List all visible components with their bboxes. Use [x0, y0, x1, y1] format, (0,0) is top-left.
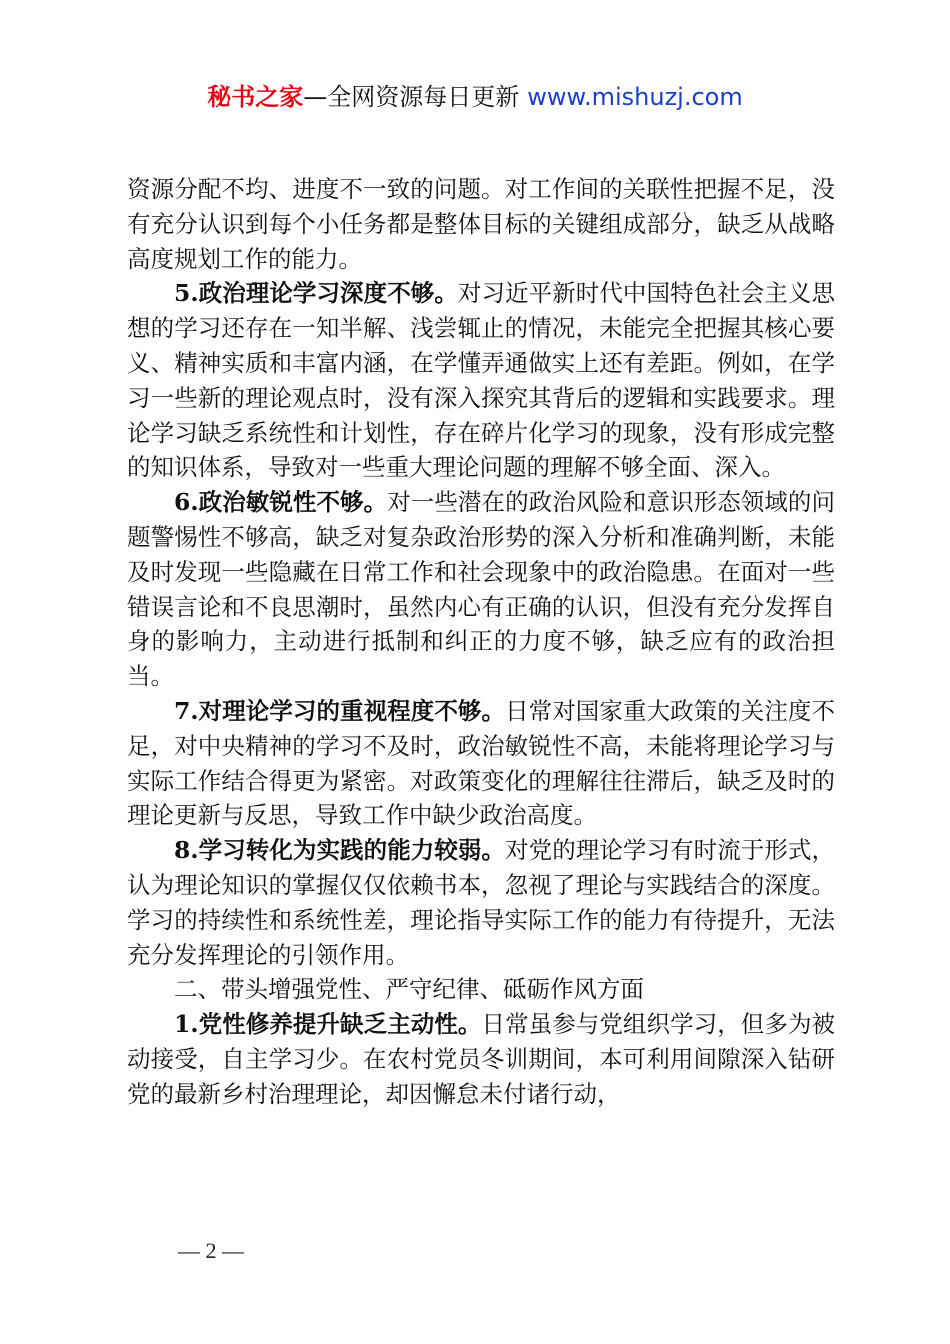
paragraph-item-6: [127, 485, 835, 694]
site-url-link[interactable]: www.mishuzj.com: [527, 83, 743, 111]
item-heading: 政治敏锐性不够。: [198, 488, 388, 517]
item-number: 8.: [174, 836, 199, 865]
item-heading: 学习转化为实践的能力较弱。: [198, 836, 506, 865]
section-heading: [127, 972, 835, 1007]
item-number: 6.: [174, 488, 199, 517]
item-heading: 政治理论学习深度不够。: [198, 279, 458, 308]
paragraph-item-1: [127, 1007, 835, 1111]
paragraph-item-5: [127, 276, 835, 485]
paragraph-text: 对党的理论学习有时流于形式，认为理论知识的掌握仅仅依赖书本，忽视了理论与实践结合的深度。学习的持续性和系统性差，理论指导实际工作的能力有待提升，无法充分发挥理论的引领作用。: [127, 836, 836, 969]
paragraph-text: 对习近平新时代中国特色社会主义思想的学习还存在一知半解、浅尝辄止的情况，未能完全把握其核心要义、精神实质和丰富内涵，在学懂弄通做实上还有差距。例如，在学习一些新的理论观点时，没有深入探究其背后的逻辑和实践要求。理论学习缺乏系统性和计划性，存在碎片化学习的现象，没有形成完整的知识体系，导致对一些重大理论问题的理解不够全面、深入。: [127, 279, 836, 482]
brand-name: 秘书之家: [207, 83, 304, 111]
item-heading: 对理论学习的重视程度不够。: [198, 696, 506, 725]
paragraph-text: 资源分配不均、进度不一致的问题。对工作间的关联性把握不足，没有充分认识到每个小任务都是整体目标的关键组成部分，缺乏从战略高度规划工作的能力。: [127, 175, 835, 273]
paragraph-item-8: [127, 833, 835, 972]
item-number: 5.: [174, 279, 199, 308]
paragraph-text: 日常对国家重大政策的关注度不足，对中央精神的学习不及时，政治敏锐性不高，未能将理论学习与实际工作结合得更为紧密。对政策变化的理解往往滞后，缺乏及时的理论更新与反思，导致工作中缺少政治高度。: [127, 696, 836, 830]
header-tagline: 全网资源每日更新: [327, 83, 520, 111]
paragraph-continuation: [127, 172, 835, 276]
item-number: 7.: [174, 696, 199, 725]
paragraph-text: 对一些潜在的政治风险和意识形态领域的问题警惕性不够高，缺乏对复杂政治形势的深入分析和准确判断，未能及时发现一些隐藏在日常工作和社会现象中的政治隐患。在面对一些错误言论和不良思潮时，虽然内心有正确的认识，但没有充分发挥自身的影响力，主动进行抵制和纠正的力度不够，缺乏应有的政治担当。: [127, 488, 836, 691]
header-dash: —: [303, 83, 328, 111]
site-header: [0, 80, 950, 114]
paragraph-text: 日常虽参与党组织学习，但多为被动接受，自主学习少。在农村党员冬训期间，本可利用间隙深入钻研党的最新乡村治理理论，却因懈怠未付诸行动，: [127, 1010, 836, 1108]
paragraph-item-7: [127, 694, 835, 833]
section-title: 二、带头增强党性、严守纪律、砥砺作风方面: [174, 975, 644, 1004]
page-number: — 2 —: [178, 1238, 244, 1263]
item-number: 1.: [174, 1010, 199, 1039]
item-heading: 党性修养提升缺乏主动性。: [198, 1010, 482, 1039]
document-body: [127, 172, 835, 1112]
